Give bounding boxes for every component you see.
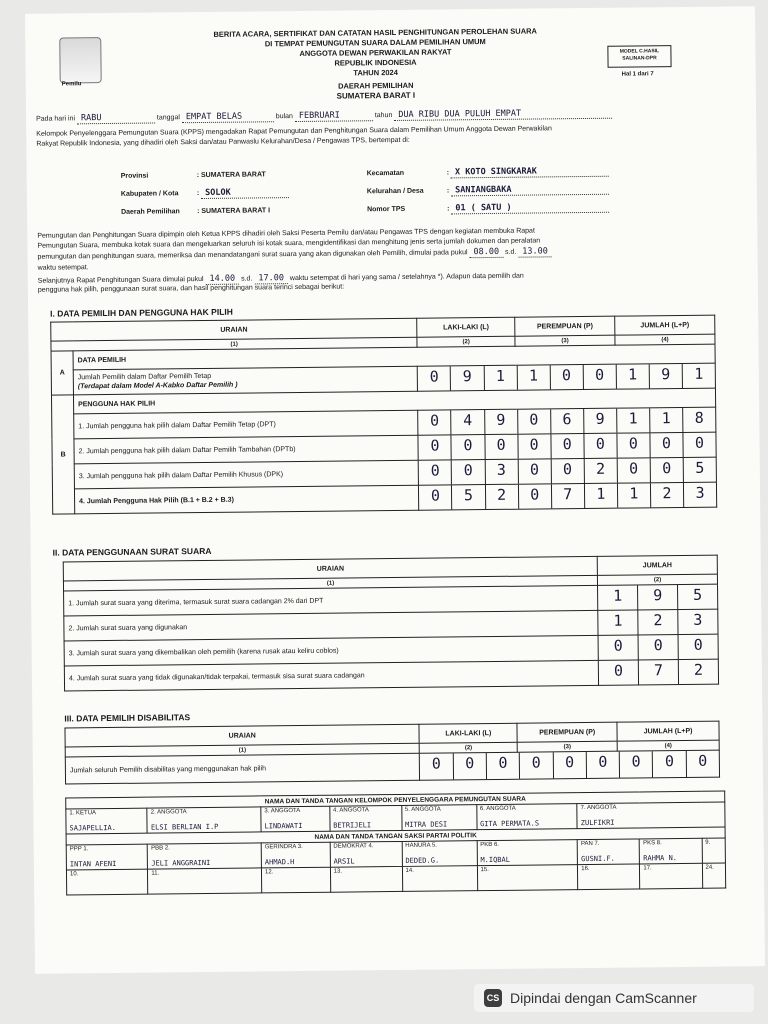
digit-box: 9: [583, 409, 616, 433]
s2-row2-label: 2. Jumlah surat suara yang digunakan: [64, 610, 598, 641]
signature-cell: [578, 864, 640, 890]
digit-box: 1: [613, 586, 623, 605]
table-row: [65, 750, 719, 784]
body-p2: Pemungutan Suara, membuka kotak suara dan mengeluarkan seluruh isi kotak suara, mengidentifikasi dan menghitung jenis serta jumlah dokumen dan peralatan: [37, 237, 541, 250]
digit-box: 0: [586, 752, 620, 778]
s1-num-1: (1): [51, 337, 417, 351]
signature-cell: [66, 808, 148, 834]
section1-table: [50, 315, 717, 515]
signature-role: 14.: [405, 867, 414, 874]
digit-box: 1: [616, 364, 649, 388]
s3-head-uraian: URAIAN: [65, 724, 420, 747]
body-p3-text: pemungutan dan penghitungan suara, memeriksa dan menandatangani surat suara yang akan digunakan oleh Pemilih, dimulai pada pukul: [37, 249, 468, 261]
body-p3-sd: s.d.: [504, 248, 517, 256]
signature-name: BETRIJELI: [333, 821, 372, 830]
dpt-digits: [418, 363, 716, 391]
digit-box: 0: [682, 433, 715, 457]
count-end: 17.00: [254, 273, 288, 284]
signature-table: [65, 791, 726, 896]
s3-num-4: (4): [617, 740, 719, 751]
intro-pre: Pada hari ini: [36, 115, 76, 123]
year-value: DUA RIBU DUA PULUH EMPAT: [394, 108, 612, 121]
form-code-1: MODEL C.HASIL: [619, 48, 660, 55]
kabupaten-label: Kabupaten / Kota: [120, 190, 179, 198]
kabupaten-row: : SOLOK: [197, 187, 289, 199]
digit-box: 3: [677, 610, 717, 634]
provinsi-value: : SUMATERA BARAT: [196, 171, 266, 180]
digit-box: 2: [484, 485, 517, 509]
digit-box: 7: [551, 484, 584, 508]
section2-title: II. DATA PENGGUNAAN SURAT SUARA: [52, 545, 212, 558]
kecamatan-row: : X KOTO SINGKARAK: [447, 166, 609, 179]
digit-box: 8: [682, 408, 715, 432]
digit-box: 0: [549, 365, 582, 389]
digit-box: 0: [619, 751, 653, 777]
signature-cell: [640, 838, 702, 864]
signature-cell: [329, 805, 401, 831]
signature-cell: [66, 844, 148, 870]
signature-role: 9.: [705, 839, 711, 846]
digit-box: 0: [678, 635, 718, 659]
b2-label: 2. Jumlah pengguna hak pilih dalam Daftar Pemilih Tambahan (DPTb): [74, 435, 419, 464]
intro-line3: Rakyat Republik Indonesia, yang dihadiri oleh Saksi dan/atau Panwaslu Kelurahan/Desa / Pengawas TPS, bertempat di:: [36, 136, 410, 148]
body-p6: pengguna hak pilih, penggunaan surat suara, dan hasil penghitungan suara terinci sebagai berikut:: [37, 283, 345, 294]
digit-box: 2: [678, 660, 718, 684]
signature-name: ELSI BERLIAN I.P: [150, 822, 219, 832]
kecamatan-label: Kecamatan: [366, 169, 405, 178]
signature-role: 16.: [581, 865, 590, 873]
signature-role: GERINDRA 3.: [264, 843, 303, 851]
digit-boxes: [598, 610, 717, 635]
b1-label: 1. Jumlah pengguna hak pilih dalam Daftar Pemilih Tetap (DPT): [74, 410, 419, 439]
intro-bulan: bulan: [275, 113, 293, 121]
signature-role: 4. ANGGOTA: [332, 807, 369, 814]
s2-num-2: (2): [598, 574, 718, 585]
s2-row2-digits: [598, 609, 718, 635]
s2-head-uraian: URAIAN: [63, 556, 597, 581]
provinsi-label: Provinsi: [120, 172, 149, 180]
s1-head-p: PEREMPUAN (P): [515, 316, 615, 336]
document-header: [175, 26, 576, 103]
digit-box: 0: [451, 435, 484, 459]
signature-cell: [148, 868, 262, 894]
section-b-letter: B: [51, 395, 74, 514]
s1-num-4: (4): [615, 334, 715, 345]
camscanner-watermark: [474, 984, 754, 1012]
signature-role: 17.: [643, 865, 652, 872]
digit-box: 5: [677, 585, 717, 609]
header-line5: TAHUN 2024: [353, 67, 398, 78]
b3-label: 3. Jumlah pengguna hak pilih dalam Daftar Pemilih Khusus (DPK): [74, 460, 419, 489]
signature-name: GITA PERMATA.S: [480, 819, 540, 829]
logo-label: Pemilu: [61, 81, 82, 88]
s3-head-l: LAKI-LAKI (L): [419, 723, 517, 743]
signature-role: 13.: [333, 868, 343, 875]
s2-row4-digits: [598, 659, 718, 685]
signature-cell: [402, 866, 477, 892]
signature-cell: [261, 842, 330, 868]
signature-name: ZULFIKRI: [580, 818, 615, 828]
intro-tahun: tahun: [374, 112, 393, 120]
s2-row4-label: 4. Jumlah surat suara yang tidak digunakan/tidak terpakai, termasuk sisa surat suara cadangan: [64, 660, 598, 691]
digit-box: 1: [616, 408, 649, 432]
header-line2: DI TEMPAT PEMUNGUTAN SUARA DALAM PEMILIHAN UMUM: [264, 37, 486, 49]
signature-cell: [402, 841, 477, 867]
digit-box: 0: [552, 752, 586, 778]
s3-row-label: Jumlah seluruh Pemilih disabilitas yang menggunakan hak pilih: [65, 753, 420, 784]
digit-box: 1: [613, 611, 623, 630]
digit-box: 0: [638, 635, 678, 659]
start-time: 08.00: [469, 247, 503, 258]
signature-role: 12.: [264, 869, 274, 876]
camscanner-text: Dipindai dengan CamScanner: [510, 990, 697, 1006]
digit-box: 0: [616, 433, 649, 457]
kelurahan-value: SANIANGBAKA: [451, 184, 609, 197]
digit-box: 0: [430, 436, 440, 455]
dpt-label: Jumlah Pemilih dalam Daftar Pemilih Tetap: [77, 372, 212, 382]
signature-role: PAN 7.: [580, 840, 600, 848]
digit-box: 0: [486, 753, 520, 779]
digit-box: 9: [649, 364, 682, 388]
signature-role: 10.: [69, 871, 79, 878]
digit-box: 6: [550, 409, 583, 433]
body-p4: waktu setempat.: [37, 264, 89, 272]
s2-row1-digits: [598, 584, 718, 610]
digit-box: 9: [484, 410, 517, 434]
dapil-value: : SUMATERA BARAT I: [197, 207, 271, 216]
saksi-sign-title: NAMA DAN TANDA TANGAN SAKSI PARTAI POLITIK: [66, 827, 725, 845]
digit-box: 1: [584, 484, 617, 508]
digit-box: 1: [682, 364, 715, 388]
digit-box: 0: [519, 752, 553, 778]
digit-box: 1: [617, 483, 650, 507]
digit-box: 0: [429, 367, 439, 386]
kpu-logo-icon: [59, 37, 101, 83]
body-p5-sd: s.d.: [241, 275, 253, 283]
header-line7: SUMATERA BARAT I: [336, 90, 416, 101]
digit-box: 0: [430, 486, 441, 505]
signature-name: ARSIL: [333, 857, 355, 866]
digit-box: 2: [583, 459, 616, 483]
digit-boxes: [599, 635, 718, 660]
signature-cell: [476, 804, 577, 830]
digit-box: 9: [450, 366, 483, 390]
dpt-row-label: [73, 366, 418, 395]
form-code-box: [607, 45, 671, 68]
digit-box: 0: [613, 636, 623, 655]
digit-boxes: [420, 751, 719, 780]
digit-box: 0: [582, 365, 615, 389]
s3-num-3: (3): [517, 741, 617, 752]
b4-label: 4. Jumlah Pengguna Hak Pilih (B.1 + B.2 + B.3): [74, 485, 419, 514]
digit-box: 0: [649, 433, 682, 457]
body-p1: Pemungutan dan Penghitungan Suara dipimpin oleh Ketua KPPS dihadiri oleh Saksi Peserta Pemilu dan/atau Pengawas TPS dengan kegiatan membuka Rapat: [37, 227, 535, 240]
signature-cell: [261, 867, 330, 893]
intro-line1: [36, 106, 736, 124]
digit-box: 0: [484, 435, 517, 459]
signature-name: SAJAPELLIA.: [69, 823, 116, 833]
digit-boxes: [419, 483, 716, 510]
digit-box: 0: [550, 459, 583, 483]
signature-role: PBB 2.: [151, 845, 170, 852]
intro-tanggal: tanggal: [156, 114, 180, 122]
header-line6: DAERAH PEMILIHAN: [338, 80, 414, 91]
digit-box: 1: [649, 408, 682, 432]
digit-box: 3: [683, 483, 716, 507]
s1-head-l: LAKI-LAKI (L): [417, 317, 515, 337]
section2-table: [63, 555, 719, 692]
digit-box: 0: [430, 461, 440, 480]
signature-role: HANURA 5.: [405, 842, 437, 849]
b4-digits: [419, 482, 717, 510]
kelurahan-row: : SANIANGBAKA: [447, 184, 609, 197]
digit-box: 0: [652, 751, 686, 777]
s2-head-jumlah: JUMLAH: [597, 555, 717, 575]
header-line3: ANGGOTA DEWAN PERWAKILAN RAKYAT: [299, 47, 452, 58]
b3-digits: [419, 457, 717, 485]
signature-role: 11.: [151, 870, 160, 877]
signature-cell: [702, 863, 726, 888]
signature-cell: [477, 865, 578, 891]
page-number: Hal 1 dari 7: [621, 71, 654, 78]
signature-name: MITRA DESI: [405, 820, 448, 829]
s3-row-digits: [420, 750, 720, 780]
signature-cell: [148, 843, 262, 869]
digit-boxes: [418, 364, 715, 391]
s1-head-j: JUMLAH (L+P): [615, 315, 715, 335]
signature-name: M.IQBAL: [480, 855, 510, 865]
date-value: EMPAT BELAS: [182, 111, 274, 123]
digit-box: 5: [683, 458, 716, 482]
signature-name: RAHMA N.: [643, 854, 678, 863]
camscanner-icon: CS: [484, 989, 502, 1007]
digit-box: 9: [637, 585, 677, 609]
s1-num-3: (3): [515, 335, 615, 346]
signature-name: GUSNI.F.: [581, 854, 615, 864]
end-time: 13.00: [518, 246, 552, 257]
header-line4: REPUBLIK INDONESIA: [334, 57, 417, 68]
kecamatan-value: X KOTO SINGKARAK: [451, 166, 609, 179]
kpps-sign-title: NAMA DAN TANDA TANGAN KELOMPOK PENYELENGGARA PEMUNGUTAN SUARA: [66, 791, 725, 809]
digit-boxes: [419, 408, 716, 435]
digit-box: 7: [638, 660, 678, 684]
signature-role: 24.: [705, 864, 714, 871]
digit-boxes: [598, 585, 717, 610]
signature-role: 3. ANGGOTA: [264, 808, 301, 815]
digit-box: 3: [484, 460, 517, 484]
s3-num-2: (2): [420, 742, 518, 753]
signature-cell: [330, 866, 402, 892]
signature-role: PKB 6.: [480, 841, 499, 849]
tps-value: 01 ( SATU ): [451, 202, 609, 215]
digit-boxes: [599, 660, 718, 685]
dapil-label: Daerah Pemilihan: [121, 208, 180, 216]
b2-digits: [418, 432, 716, 460]
signature-role: 2. ANGGOTA: [150, 809, 187, 816]
digit-box: 0: [517, 409, 550, 433]
signature-cell: [477, 840, 578, 866]
digit-box: 0: [613, 661, 624, 680]
document-page: [25, 6, 765, 974]
s1-num-2: (2): [417, 336, 515, 347]
signature-cell: [401, 805, 476, 831]
section3-title: III. DATA PEMILIH DISABILITAS: [64, 712, 191, 724]
signature-name: AHMAD.H: [264, 858, 295, 867]
digit-boxes: [419, 433, 716, 460]
month-value: FEBRUARI: [295, 110, 373, 122]
s3-head-j: JUMLAH (L+P): [617, 721, 719, 741]
digit-box: 0: [517, 459, 550, 483]
body-p5-text: Selanjutnya Rapat Penghitungan Suara dimulai pukul: [37, 275, 204, 285]
signature-role: 5. ANGGOTA: [404, 806, 441, 813]
digit-box: 0: [650, 458, 683, 482]
section3-table: [64, 721, 720, 785]
digit-box: 0: [451, 460, 484, 484]
intro-line2: Kelompok Penyelenggara Pemungutan Suara (KPPS) mengadakan Rapat Pemungutan dan Penghitungan Suara dalam Pemilihan Umum Anggota Dewan Perwakilan: [36, 125, 552, 138]
signature-name: JELI ANGGRAINI: [151, 858, 211, 868]
s1-head-uraian: URAIAN: [51, 318, 418, 341]
signature-cell: [147, 807, 261, 833]
s3-num-1: (1): [65, 743, 419, 757]
digit-box: 0: [550, 434, 583, 458]
signature-cell: [261, 806, 330, 832]
kelurahan-label: Kelurahan / Desa: [366, 187, 424, 196]
b1-digits: [418, 407, 716, 435]
count-start: 14.00: [205, 274, 239, 285]
signature-cell: [330, 841, 402, 867]
s2-row1-label: 1. Jumlah surat suara yang diterima, termasuk surat suara cadangan 2% dari DPT: [64, 585, 598, 616]
signature-role: PKS 8.: [643, 840, 662, 847]
tps-row: : 01 ( SATU ): [447, 202, 609, 215]
section-a-title: DATA PEMILIH: [73, 344, 715, 370]
body-p5-post: waktu setempat di hari yang sama / setelahnya *). Adapun data pemilih dan: [289, 272, 524, 283]
digit-box: 0: [518, 484, 551, 508]
signature-cell: [577, 802, 725, 829]
signature-cell: [640, 863, 702, 889]
section1-title: I. DATA PEMILIH DAN PENGGUNA HAK PILIH: [50, 306, 233, 319]
digit-box: 2: [650, 483, 683, 507]
signature-role: DEMOKRAT 4.: [333, 843, 374, 850]
digit-box: 0: [430, 411, 440, 430]
form-code-2: SALINAN-DPR: [622, 55, 657, 62]
header-line1: BERITA ACARA, SERTIFIKAT DAN CATATAN HASIL PENGHITUNGAN PEROLEHAN SUARA: [213, 26, 537, 39]
kabupaten-value: SOLOK: [201, 187, 289, 199]
digit-box: 1: [516, 365, 549, 389]
digit-boxes: [419, 458, 716, 485]
digit-box: 0: [452, 753, 486, 779]
s2-row3-label: 3. Jumlah surat suara yang dikembalikan oleh pemilih (karena rusak atau keliru coblos): [64, 635, 598, 666]
dpt-note: (Terdapat dalam Model A-Kabko Daftar Pemilih ): [77, 381, 238, 391]
section-b-title: PENGGUNA HAK PILIH: [73, 388, 715, 414]
digit-box: 2: [637, 610, 677, 634]
signature-cell: [66, 869, 148, 895]
digit-box: 0: [685, 751, 719, 777]
day-value: RABU: [77, 112, 155, 124]
tps-label: Nomor TPS: [367, 205, 406, 214]
digit-box: 0: [616, 458, 649, 482]
s2-num-1: (1): [63, 575, 597, 591]
signature-role: 7. ANGGOTA: [580, 804, 617, 812]
signature-cell: [702, 838, 726, 863]
digit-box: 1: [483, 366, 516, 390]
signature-name: DEDED.G.: [405, 856, 440, 865]
digit-box: 0: [517, 434, 550, 458]
digit-box: 0: [431, 754, 441, 773]
section-a-letter: A: [51, 351, 73, 395]
digit-box: 4: [451, 410, 484, 434]
signature-role: 1. KETUA: [69, 810, 97, 817]
signature-role: 15.: [480, 867, 489, 874]
digit-box: 0: [583, 434, 616, 458]
signature-name: INTAN AFENI: [69, 859, 117, 869]
digit-box: 5: [451, 485, 484, 509]
signature-role: 6. ANGGOTA: [479, 805, 516, 813]
signature-name: LINDAWATI: [264, 821, 303, 831]
signature-cell: [577, 839, 639, 865]
s2-row3-digits: [598, 634, 718, 660]
signature-role: PPP 1.: [69, 846, 89, 853]
s3-head-p: PEREMPUAN (P): [517, 722, 617, 742]
